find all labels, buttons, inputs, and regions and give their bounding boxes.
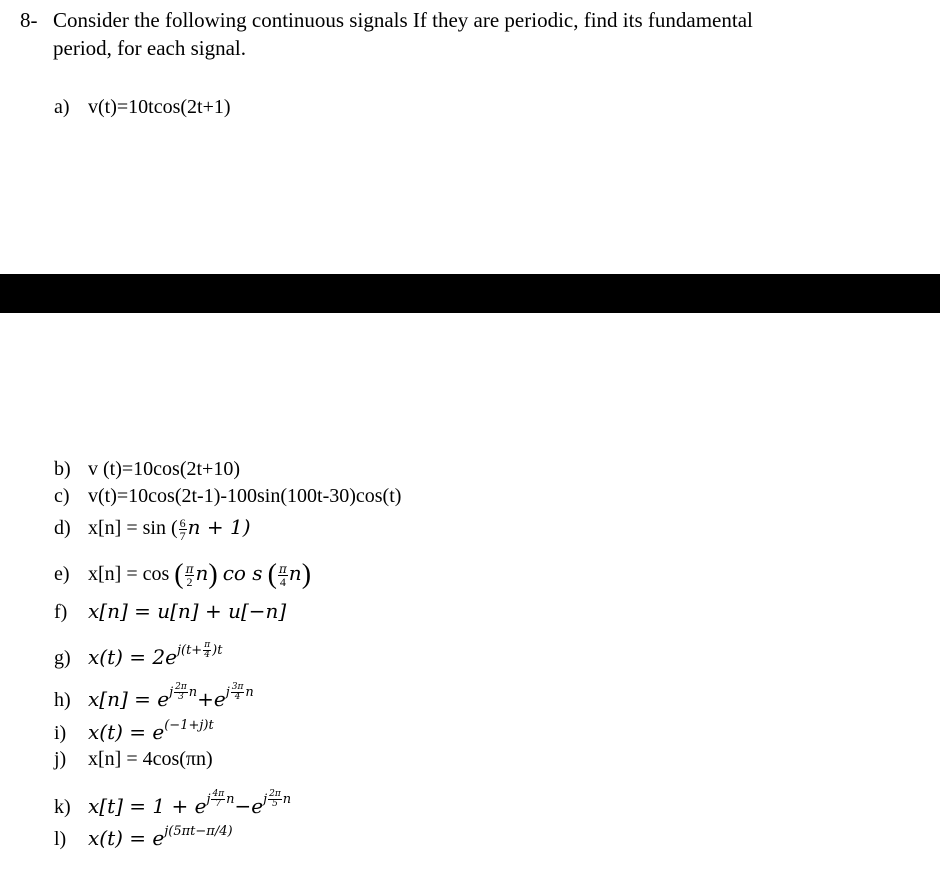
item-var: n [288,561,302,585]
item-label: h) [54,689,71,711]
item-label: c) [54,485,70,507]
item-label: b) [54,458,71,480]
item-e: e) x[n] = cos ( $\frac{\pi}{2}$ n) co s ( $\frac{\pi}{4}$ n) [54,559,312,590]
item-f [54,598,286,625]
item-d [54,514,251,542]
item-label: l) [54,828,67,850]
item-b [54,456,240,482]
item-l [54,819,233,852]
item-label: g) [54,647,71,669]
item-base: x[n] = e [88,687,170,711]
item-prefix: x[n] = cos [88,563,170,585]
fraction: $\frac{6}{7}$ [179,515,186,543]
item-text: v(t)=10cos(2t-1)-100sin(100t-30)cos(t) [88,485,402,507]
item-exponent-1: j 4π 7 n [206,789,235,809]
item-g [54,638,222,671]
item-exponent: j(t+ π 4 )t [176,640,223,660]
item-prefix: x[n] = sin ( [88,517,178,539]
item-i [54,713,214,746]
item-base: x(t) = e [88,826,165,850]
item-base: x[t] = 1 + e [88,794,207,818]
item-label: k) [54,796,71,818]
item-c [54,483,401,509]
item-label: a) [54,96,70,118]
fraction-2: $\frac{\pi}{4}$ [278,561,287,589]
item-base: x(t) = e [88,720,165,744]
item-var: n [195,561,209,585]
item-cos2: co s [222,561,263,585]
item-label: d) [54,517,71,539]
item-exponent: j(5πt−π/4) [164,824,233,839]
item-a [54,94,231,120]
fraction-1: $\frac{\pi}{2}$ [185,561,194,589]
question-text-line-1: Consider the following continuous signals If they are periodic, find its fundamental [53,8,753,32]
item-j [54,746,213,772]
item-text: x[n] = u[n] + u[−n] [88,599,287,623]
item-minus: −e [234,794,264,818]
item-label: j) [54,748,67,770]
item-plus: +e [197,687,226,711]
item-exponent-2: j 2π 5 n [263,789,292,809]
item-h [54,680,254,713]
question-text-line-2: period, for each signal. [53,36,247,60]
item-label: e) [54,563,70,585]
item-exponent-1: j 2π 3 n [169,682,198,702]
item-suffix: n + 1) [187,515,251,539]
item-base: x(t) = 2e [88,645,177,669]
question-number: 8- [20,8,38,32]
item-exponent: (−1+j)t [164,718,214,733]
redaction-bar [0,274,940,313]
item-text: x[n] = 4cos(πn) [88,748,213,770]
item-exponent-2: j 3π 4 n [225,682,254,702]
item-text: v(t)=10tcos(2t+1) [88,96,231,118]
item-label: f) [54,601,68,623]
item-label: i) [54,722,67,744]
item-text: v (t)=10cos(2t+10) [88,458,240,480]
item-k [54,787,291,820]
